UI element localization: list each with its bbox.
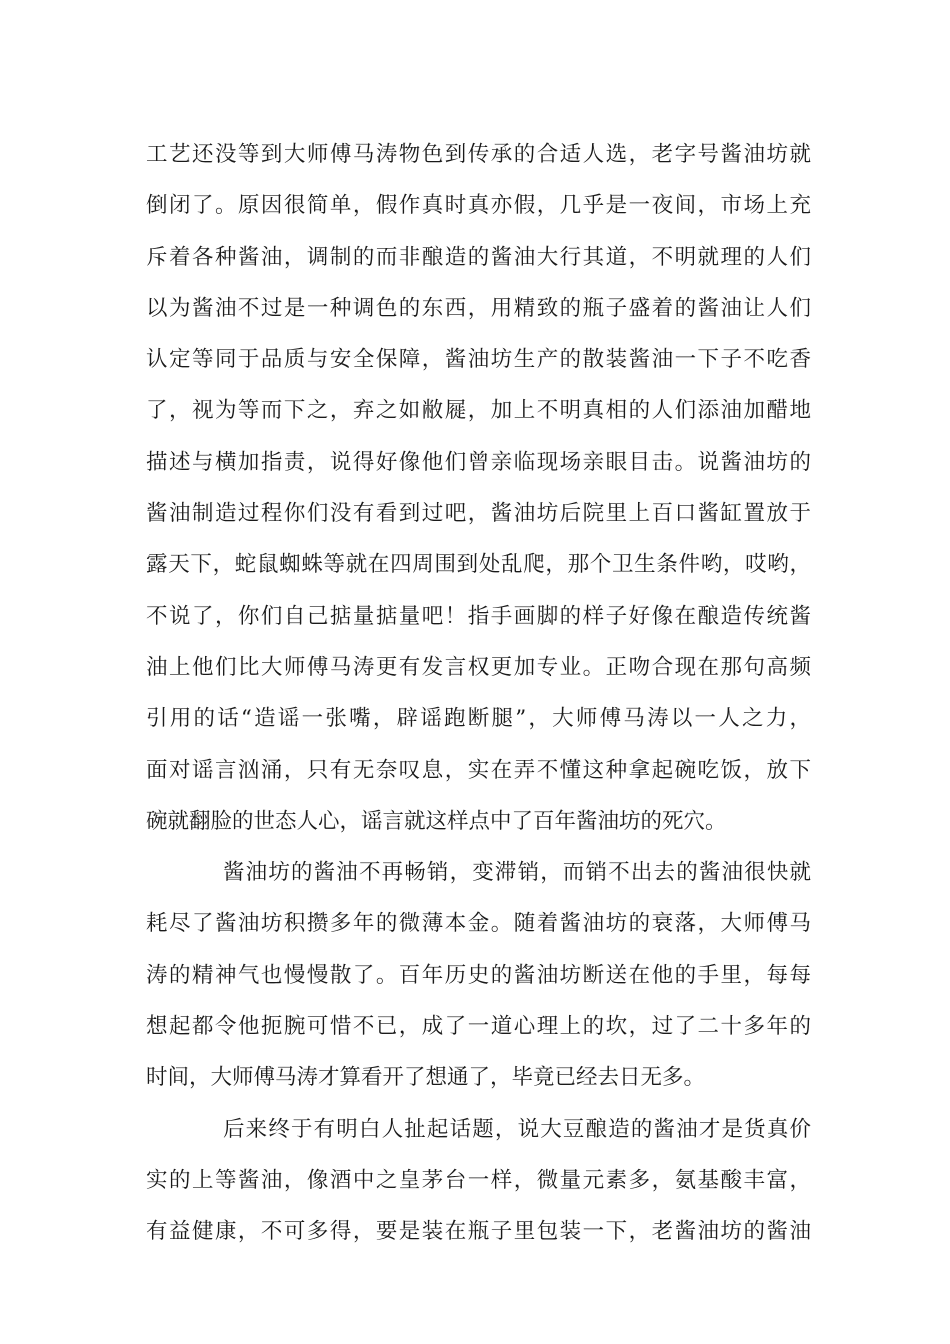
document-body [146,129,811,1258]
text-line: 有益健康，不可多得，要是装在瓶子里包装一下，老酱油坊的酱油 [146,1219,811,1245]
text-line: 引用的话“造谣一张嘴，辟谣跑断腿”，大师傅马涛以一人之力， [146,706,811,732]
text-line: 描述与横加指责，说得好像他们曾亲临现场亲眼目击。说酱油坊的 [146,449,811,475]
text-line: 工艺还没等到大师傅马涛物色到传承的合适人选，老字号酱油坊就 [146,142,811,167]
text-line: 倒闭了。原因很简单，假作真时真亦假，几乎是一夜间，市场上充 [146,193,811,219]
text-line: 时间，大师傅马涛才算看开了想通了，毕竟已经去日无多。 [146,1065,706,1091]
text-line: 酱油制造过程你们没有看到过吧，酱油坊后院里上百口酱缸置放于 [146,501,811,527]
text-line: 不说了，你们自己掂量掂量吧！指手画脚的样子好像在酿造传统酱 [146,603,811,629]
text-line: 了，视为等而下之，弃之如敝屣，加上不明真相的人们添油加醋地 [146,398,811,424]
text-line: 油上他们比大师傅马涛更有发言权更加专业。正吻合现在那句高频 [146,654,811,680]
text-line: 实的上等酱油，像酒中之皇茅台一样，微量元素多，氨基酸丰富， [146,1167,811,1193]
text-line: 面对谣言汹涌，只有无奈叹息，实在弄不懂这种拿起碗吃饭，放下 [146,757,811,783]
text-line: 以为酱油不过是一种调色的东西，用精致的瓶子盛着的酱油让人们 [146,295,811,321]
text-line: 酱油坊的酱油不再畅销，变滞销，而销不出去的酱油很快就 [223,860,811,886]
text-line: 耗尽了酱油坊积攒多年的微薄本金。随着酱油坊的衰落，大师傅马 [146,911,811,937]
text-line: 认定等同于品质与安全保障，酱油坊生产的散装酱油一下子不吃香 [146,347,811,373]
text-line: 碗就翻脸的世态人心，谣言就这样点中了百年酱油坊的死穴。 [146,808,727,834]
text-line: 露天下，蛇鼠蜘蛛等就在四周围到处乱爬，那个卫生条件哟，哎哟， [146,552,811,578]
text-line: 斥着各种酱油，调制的而非酿造的酱油大行其道，不明就理的人们 [146,244,811,270]
text-line: 涛的精神气也慢慢散了。百年历史的酱油坊断送在他的手里，每每 [146,962,811,988]
text-line: 后来终于有明白人扯起话题，说大豆酿造的酱油才是货真价 [223,1116,811,1142]
text-line: 想起都令他扼腕可惜不已，成了一道心理上的坎，过了二十多年的 [146,1014,811,1040]
